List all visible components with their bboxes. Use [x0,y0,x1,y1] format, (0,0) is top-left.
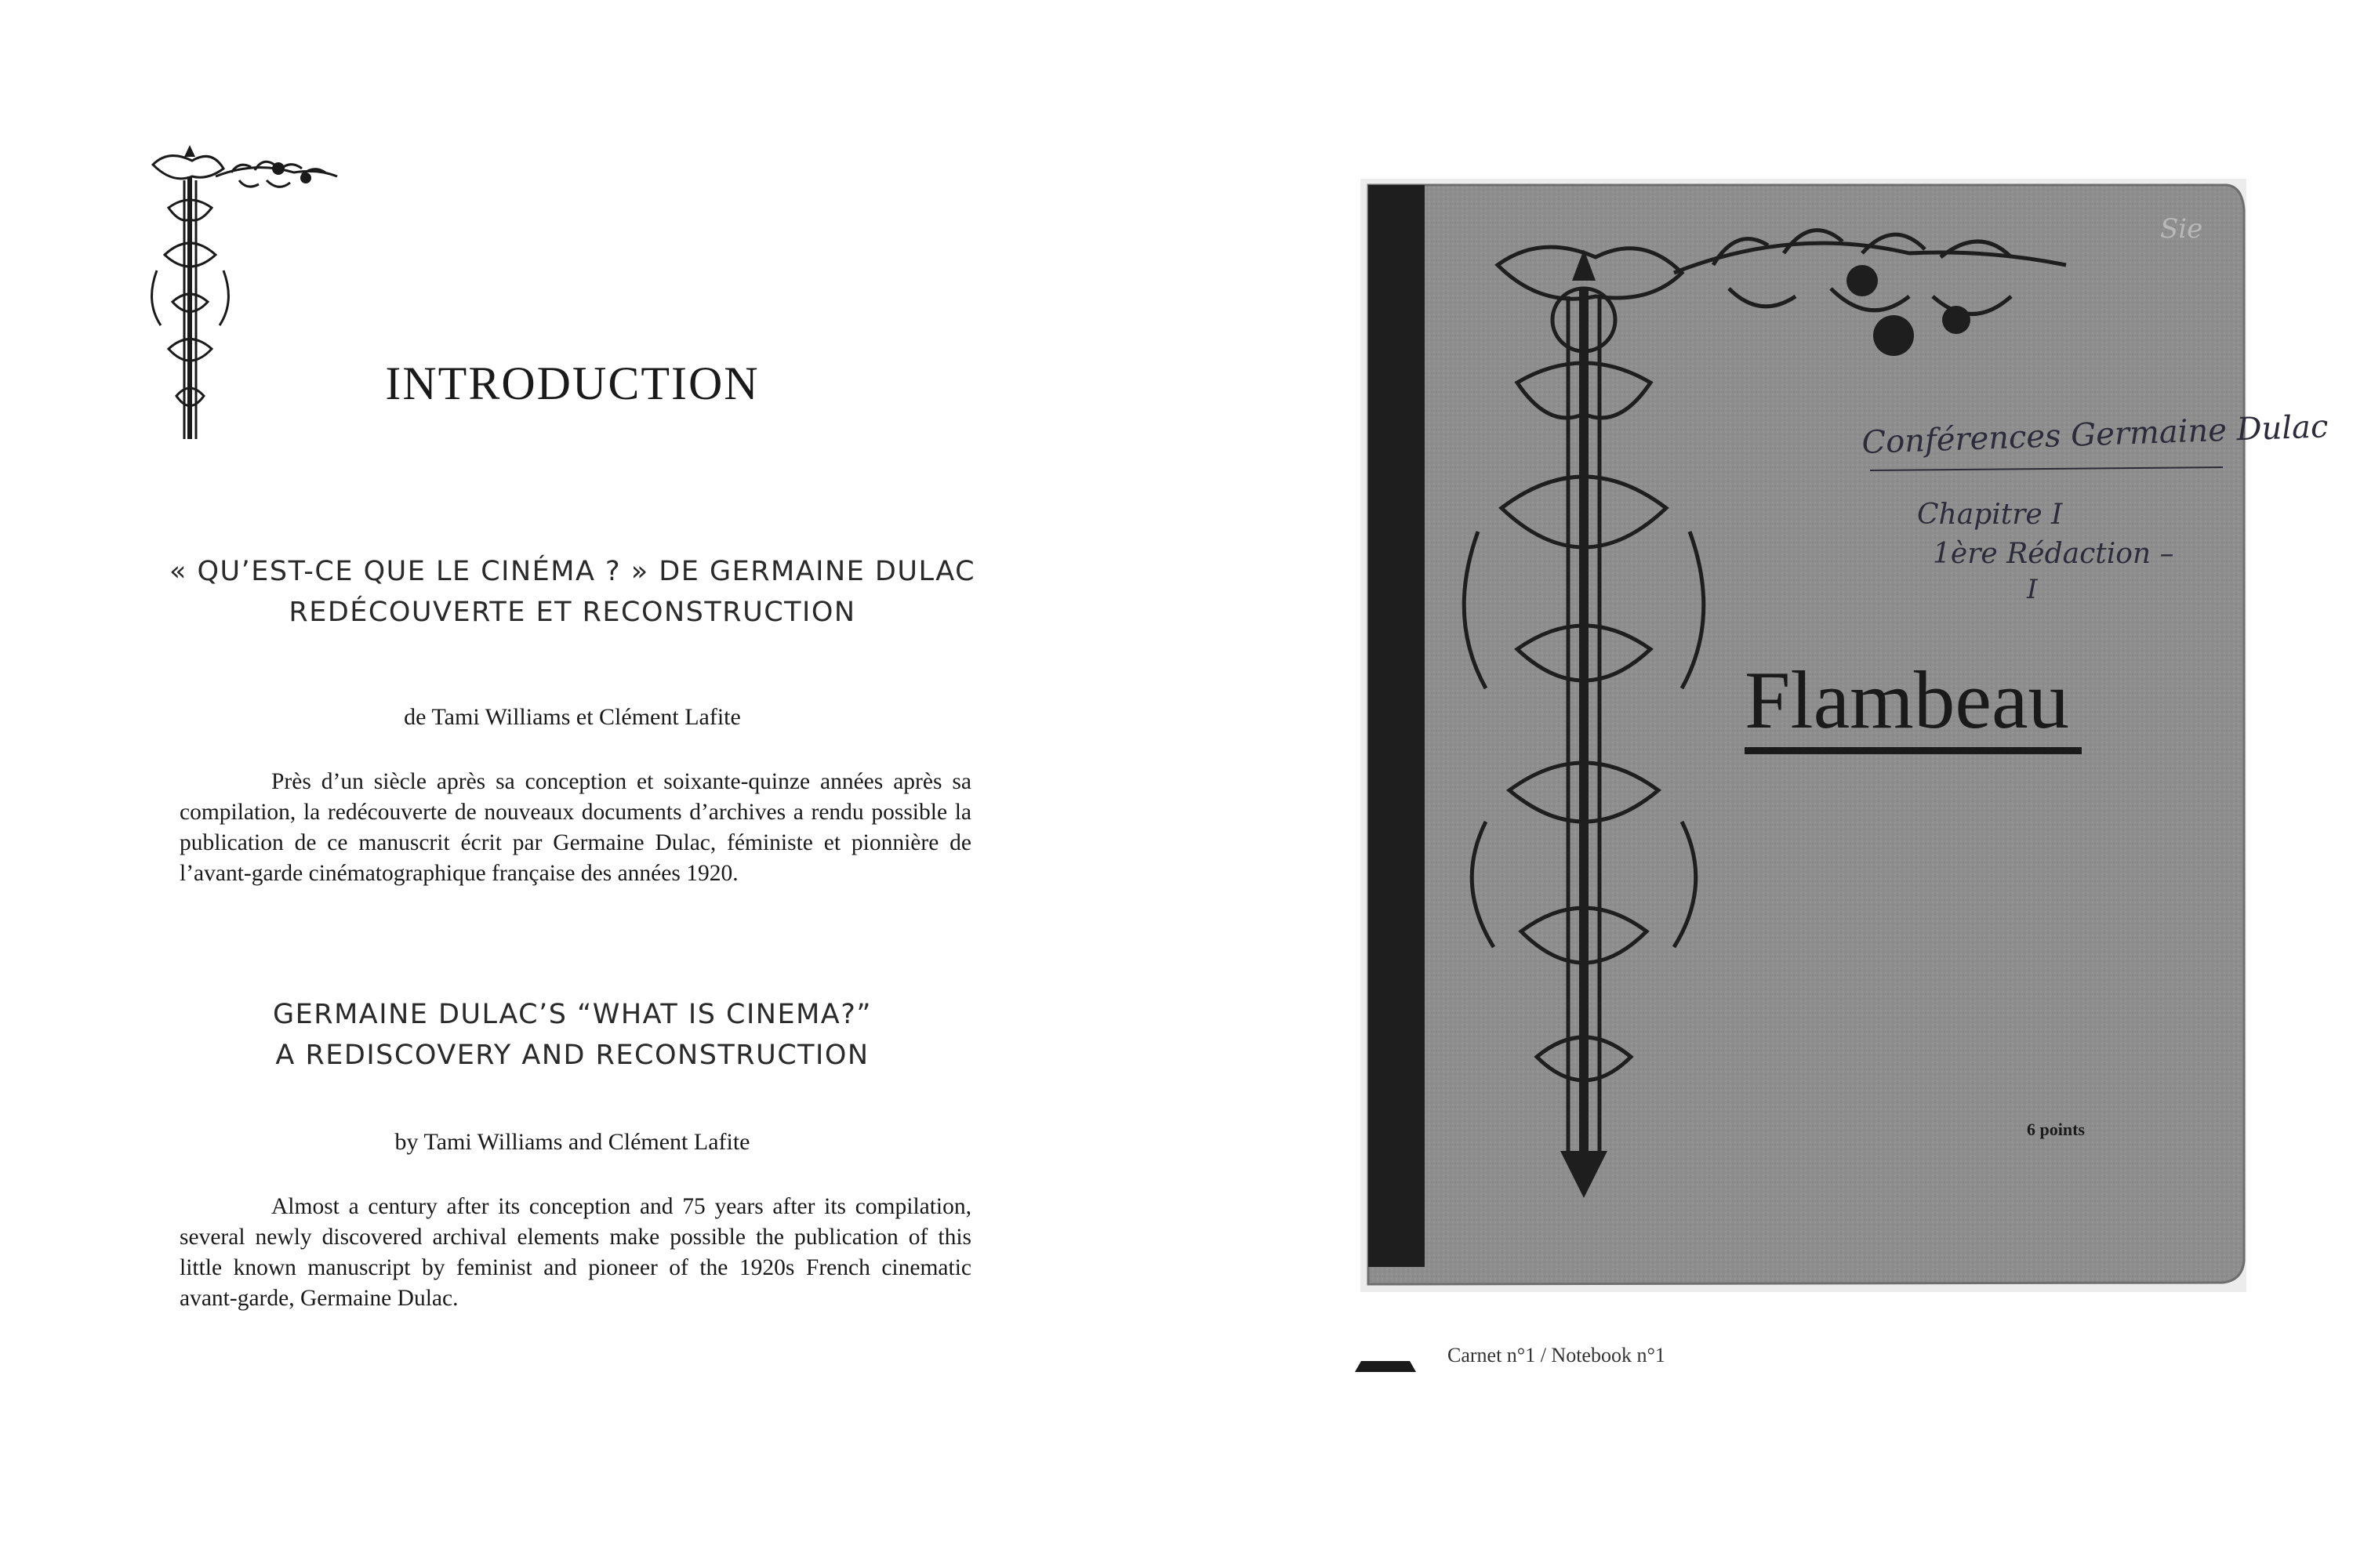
caption-marker-icon [1355,1361,1416,1372]
handwritten-redaction: 1ère Rédaction – [1933,538,2174,570]
points-label: 6 points [2027,1120,2085,1139]
french-byline: de Tami Williams et Clément Lafite [404,704,741,730]
right-page [1176,0,2353,1568]
corner-note: Sie [2160,213,2203,245]
handwritten-chapter: Chapitre I [1917,499,2063,531]
figure-caption [1355,1344,1982,1375]
english-heading-line2: A REDISCOVERY AND RECONSTRUCTION [275,1040,870,1071]
english-paragraph: Almost a century after its conception and 75 years after its compilation, several newly discovered archival elements make possible the publication of this little known manuscript by feminist and pioneer of the 1920s French cinematic avant-garde, Germaine Dulac. [180,1194,971,1311]
notebook-cover-image [1360,179,2329,1292]
left-page [0,0,1176,1568]
caption-text: Carnet n°1 / Notebook n°1 [1447,1344,1665,1367]
notebook-spine [1368,185,1425,1267]
french-heading-line2: REDÉCOUVERTE ET RECONSTRUCTION [289,597,856,628]
page-title: INTRODUCTION [385,358,760,409]
notebook-brand: Flambeau [1745,654,2070,746]
english-byline: by Tami Williams and Clément Lafite [394,1129,750,1155]
brand-underline [1745,747,2082,754]
english-heading-line1: GERMAINE DULAC’S “WHAT IS CINEMA?” [273,999,872,1030]
handwritten-mark: I [2027,574,2038,605]
handwritten-title: Conférences Germaine Dulac [1861,408,2329,461]
english-heading [0,994,1145,1076]
french-heading [0,551,1145,633]
french-paragraph: Près d’un siècle après sa conception et soixante-quinze années après sa compilation, la redécouverte de nouveaux documents d’archives a rendu possible la publication de ce manuscrit écrit par Germaine Dulac, féministe et pionnière de l’avant-garde cinématographique française des années 1920. [180,769,971,886]
french-heading-line1: « QU’EST-CE QUE LE CINÉMA ? » DE GERMAINE DULAC [169,556,976,587]
